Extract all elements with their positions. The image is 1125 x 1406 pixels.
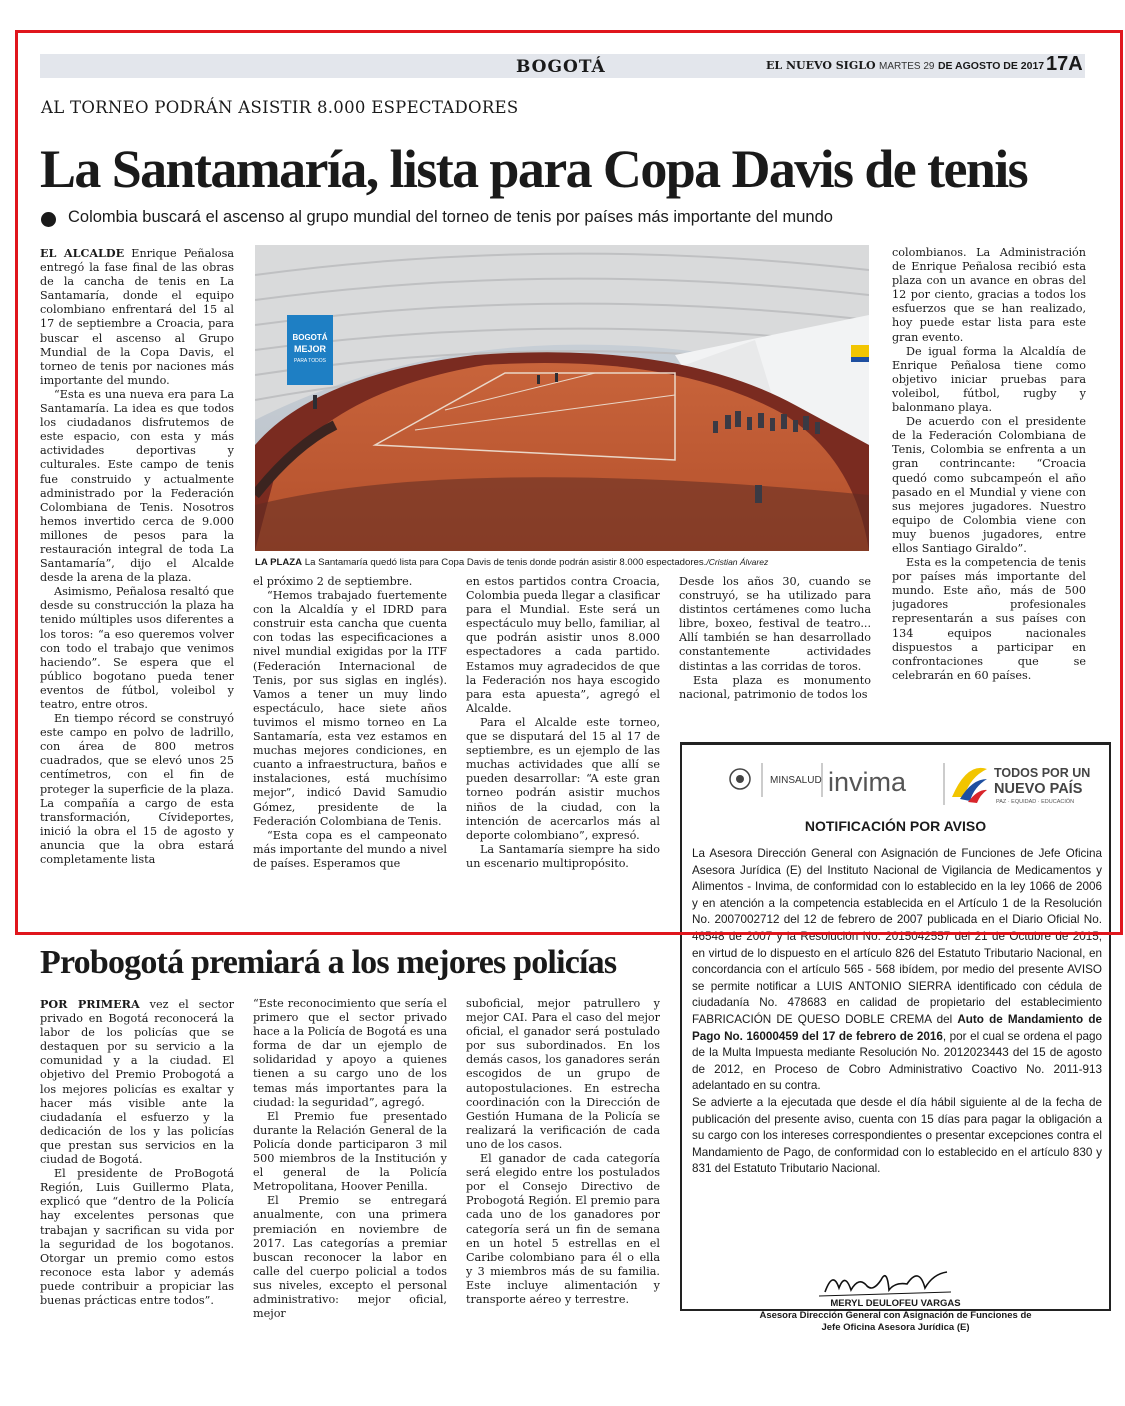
article2-column-2: [253, 997, 447, 1349]
paragraph-text: Enrique Peñalosa entregó la fase final de las obras de la cancha de tenis en La Santamaría, donde el equipo colombiano enfrentará del 15 al 17 de septiembre a Croacia, para buscar el ascenso al Grupo Mundial de la Copa Davis, el torneo de tenis por naciones más importante del mundo.: [40, 247, 234, 387]
caption-text: La Santamaría quedó lista para Copa Davis de tenis donde podrán asistir 8.000 espectadores.: [302, 557, 707, 568]
article2-column-3: [466, 997, 660, 1349]
banner-text: MEJOR: [293, 344, 327, 354]
paragraph: Para el Alcalde este torneo, que se disputará del 15 al 17 de septiembre, es un ejemplo de las muchas actividades que allí se pueden desarrollar: “A este gran torneo podrán asistir muchos niños de la ciudad, con la intención de acercarlos más al deporte colombiano”, expresó.: [466, 715, 660, 842]
paragraph-text: vez el sector privado en Bogotá reconocerá la labor de los policías que se destaquen por su servicio a la comunidad y a la ciudad. El objetivo del Premio Probogotá a los mejores policías es exaltar y hacer más visible ante la ciudadanía el esfuerzo y la dedicación de los y las policías que prestan sus servicios en la ciudad de Bogotá.: [40, 998, 234, 1167]
paragraph: “Esta es una nueva era para La Santamaría. La idea es que todos los ciudadanos disfrutemos de este espacio, con esta y más actividades deportivas y culturales. Este campo de tenis fue construido y actualmente administrado por la Federación Colombiana de Tenis. Nosotros hemos invertido cerca de 9.000 millones de pesos para la restauración integral de toda La Santamaría”, dijo el Alcalde desde la arena de la plaza.: [40, 387, 234, 585]
paragraph: [40, 997, 234, 1167]
paragraph: En tiempo récord se construyó este campo en polvo de ladrillo, con área de 800 metros cuadrados, que se elevó unos 25 centímetros, con el fin de proteger la superficie de la plaza. La compañía a cargo de esta transformación, Cívideportes, inició la obra el 15 de agosto y anuncia que la obra estará completamente lista: [40, 712, 234, 867]
article-headline: La Santamaría, lista para Copa Davis de tenis: [40, 139, 1028, 199]
notice-paragraph: Se advierte a la ejecutada que desde el día hábil siguiente al de la fecha de publicación del presente aviso, cuenta con 15 días para pagar la obligación a su cargo con los intereses correspondientes o presentar excepciones contra el Mandamiento de Pago, de conformidad con lo establecido en el artículo 830 y 831 del Estatuto Tributario Nacional.: [692, 1095, 1102, 1176]
section-title: BOGOTÁ: [516, 57, 606, 77]
photo-credit: /Cristian Álvarez: [706, 557, 769, 567]
minsalud-logo: MINSALUD: [770, 775, 822, 786]
paragraph: Desde los años 30, cuando se construyó, se ha utilizado para distintos certámenes como lucha libre, boxeo, festival de teatro... Allí también se han desarrollado constantemente actividades distintas a las corridas de toros.: [679, 575, 871, 673]
nuevo-pais-line2: NUEVO PAÍS: [994, 781, 1083, 797]
invima-logo: invima: [828, 767, 907, 797]
caption-label: LA PLAZA: [255, 557, 303, 568]
banner-text: BOGOTÁ: [292, 333, 328, 342]
nuevo-pais-line1: TODOS POR UN: [994, 766, 1091, 780]
issue-day: MARTES 29: [879, 61, 935, 72]
signer-title: Jefe Oficina Asesora Jurídica (E): [821, 1322, 970, 1333]
issue-date: DE AGOSTO DE 2017: [937, 60, 1045, 72]
article2-headline: Probogotá premiará a los mejores policías: [40, 944, 617, 981]
signer-title: Asesora Dirección General con Asignación de Funciones de: [759, 1310, 1032, 1321]
nuevo-pais-tagline: PAZ · EQUIDAD · EDUCACIÓN: [996, 799, 1075, 805]
handwritten-signature: [815, 1262, 955, 1302]
notice-text: La Asesora Dirección General con Asignación de Funciones de Jefe Oficina Asesora Jurídica (E) del Instituto Nacional de Vigilancia de Medicamentos y Alimentos - Invima, de conformidad con lo establecido en la ley 1066 de 2006 y en atención a la competencia establecida en el Artículo 1 de la Resolución No. 2007002712 del 12 de febrero de 2007 publicada en el Diario Oficial No. 46548 de 2007 y la Resolución No. 2015042557 del 21 de Octubre de 2015, en virtud de lo dispuesto en el artículo 826 del Estatuto Tributario Nacional, en concordancia con el artículo 565 - 568 ibídem, por medio del presente AVISO se permite notificar a LUIS ANTONIO SIERRA identificado con cédula de ciudadanía No. 478683 en calidad de propietario del establecimiento FABRICACIÓN DE QUESO DOBLE CREMA del: [692, 847, 1102, 1026]
paragraph: Esta es la competencia de tenis por países más importante del mundo. Este año, más de 500 jugadores profesionales representarán a sus países con 134 equipos nacionales dispuestos a participar en confrontaciones que se celebrarán en 60 países.: [892, 556, 1086, 682]
paragraph: “Esta copa es el campeonato más importante del mundo a nivel de países. Esperamos que: [253, 828, 447, 870]
notice-signer: [680, 1298, 1111, 1334]
notice-bold-text: Auto de Mandamiento de Pago No. 16000459 del 17 de febrero de 2016: [692, 1012, 1102, 1043]
signer-name: MERYL DEULOFEU VARGAS: [830, 1298, 961, 1309]
article2-column-1: [40, 997, 234, 1349]
paragraph: De acuerdo con el presidente de la Federación Colombiana de Tenis, Colombia se enfrenta a un gran contrincante: “Croacia quedó como subcampeón el año pasado en el Mundial y viene con sus mejores jugadores. Nuestro equipo de Colombia viene con muy buenos jugadores, entre ellos Santiago Giraldo”.: [892, 415, 1086, 555]
paragraph: Asimismo, Peñalosa resaltó que desde su construcción la plaza ha tenido múltiples usos diferentes a los toros: “a eso queremos volver con todo el trabajo que venimos haciendo”. Se espera que el público bogotano pueda tener eventos de fútbol, voleibol y teatro, entre otros.: [40, 585, 234, 711]
notice-text: , por el cual se ordena el pago de la Multa Impuesta mediante Resolución No. 2012023443 del 15 de agosto de 2012, en Proceso de Cobro Administrativo Coactivo No. 2011-913 adelantado en su contra.: [692, 1029, 1102, 1093]
notice-title: NOTIFICACIÓN POR AVISO: [804, 818, 987, 834]
highlight-frame: [15, 30, 1123, 935]
paragraph: La Santamaría siempre ha sido un escenario multipropósito.: [466, 842, 660, 870]
page-number: 17A: [1046, 53, 1083, 75]
article-deck: Colombia buscará el ascenso al grupo mundial del torneo de tenis por países más importante del mundo: [68, 208, 833, 226]
paragraph: El Premio se entregará anualmente, con una primera premiación en noviembre de 2017. Las categorías a premiar buscan reconocer la labor en calle del cuerpo policial a todos sus niveles, excepto el personal administrativo: mejor oficial, mejor: [253, 1194, 447, 1321]
newspaper-name: EL NUEVO SIGLO: [766, 59, 876, 72]
lead-in: POR PRIMERA: [40, 997, 140, 1011]
paragraph: en estos partidos contra Croacia, Colombia pueda llegar a clasificar para el Mundial. Este será un espectáculo muy bello, familiar, al que podrán asistir unos 8.000 espectadores a cada partido. Estamos muy agradecidos de que la Federación nos haya escogido para esta apuesta”, agregó el Alcalde.: [466, 575, 660, 715]
paragraph: El ganador de cada categoría será elegido entre los postulados por el Consejo Directivo de Probogotá Región. El premio para cada uno de los ganadores por categoría será un fin de semana en un hotel 5 estrellas en el Caribe colombiano para él o ella y 3 miembros más de su familia. Este incluye alimentación y transporte aéreo y terrestre.: [466, 1152, 660, 1306]
paragraph: Esta plaza es monumento nacional, patrimonio de todos los: [679, 673, 871, 701]
paragraph: El Premio fue presentado durante la Relación General de la Policía donde participaron 3 mil 500 miembros de la Institución y el general de la Policía Metropolitana, Hoover Penilla.: [253, 1109, 447, 1194]
paragraph: el próximo 2 de septiembre.: [253, 575, 413, 588]
paragraph: “Hemos trabajado fuertemente con la Alcaldía y el IDRD para construir esta cancha que cuenta con todas las especificaciones a nivel mundial exigidas por la ITF (Federación Internacional de Tenis, por sus siglas en inglés). Vamos a tener un muy lindo espectáculo, hace siete años tuvimos el mismo torneo en La Santamaría, esta vez estamos en muchas mejores condiciones, en cuanto a infraestructura, baños e instalaciones, está muchísimo mejor”, indicó David Samudio Gómez, presidente de la Federación Colombiana de Tenis.: [253, 589, 447, 828]
paragraph: suboficial, mejor patrullero y mejor CAI. Para el caso del mejor oficial, el ganador será postulado por sus subordinados. En los demás casos, los ganadores serán escogidos de un grupo de autopostulaciones. En estrecha coordinación con la Dirección de Gestión Humana de la Policía se realizará la verificación de cada uno de los casos.: [466, 997, 660, 1151]
paragraph: “Este reconocimiento que sería el primero que el sector privado hace a la Policía de Bogotá es una forma de dar un ejemplo de solidaridad y apoyo a quienes tienen a su cargo uno de los temas más importantes para la ciudad: la seguridad”, agregó.: [253, 997, 447, 1109]
paragraph: colombianos. La Administración de Enrique Peñalosa recibió esta plaza con un avance en obras del 12 por ciento, gracias a todos los esfuerzos que se han realizado, hoy puede estar lista para este gran evento.: [892, 246, 1086, 344]
paragraph: De igual forma la Alcaldía de Enrique Peñalosa tiene como objetivo iniciar pruebas para voleibol, fútbol, rugby y balonmano playa.: [892, 344, 1086, 415]
paragraph: El presidente de ProBogotá Región, Luis Guillermo Plata, explicó que “dentro de la Policía hay excelentes personas que trabajan y sacrifican su vida por la seguridad de los bogotanos. Otorgar un premio como estos reconoce esta labor y además puede contribuir a propiciar las buenas prácticas entre todos”.: [40, 1167, 234, 1307]
lead-in: EL ALCALDE: [40, 246, 125, 260]
banner-text: PARA TODOS: [294, 358, 326, 364]
article-kicker: AL TORNEO PODRÁN ASISTIR 8.000 ESPECTADORES: [41, 98, 519, 117]
